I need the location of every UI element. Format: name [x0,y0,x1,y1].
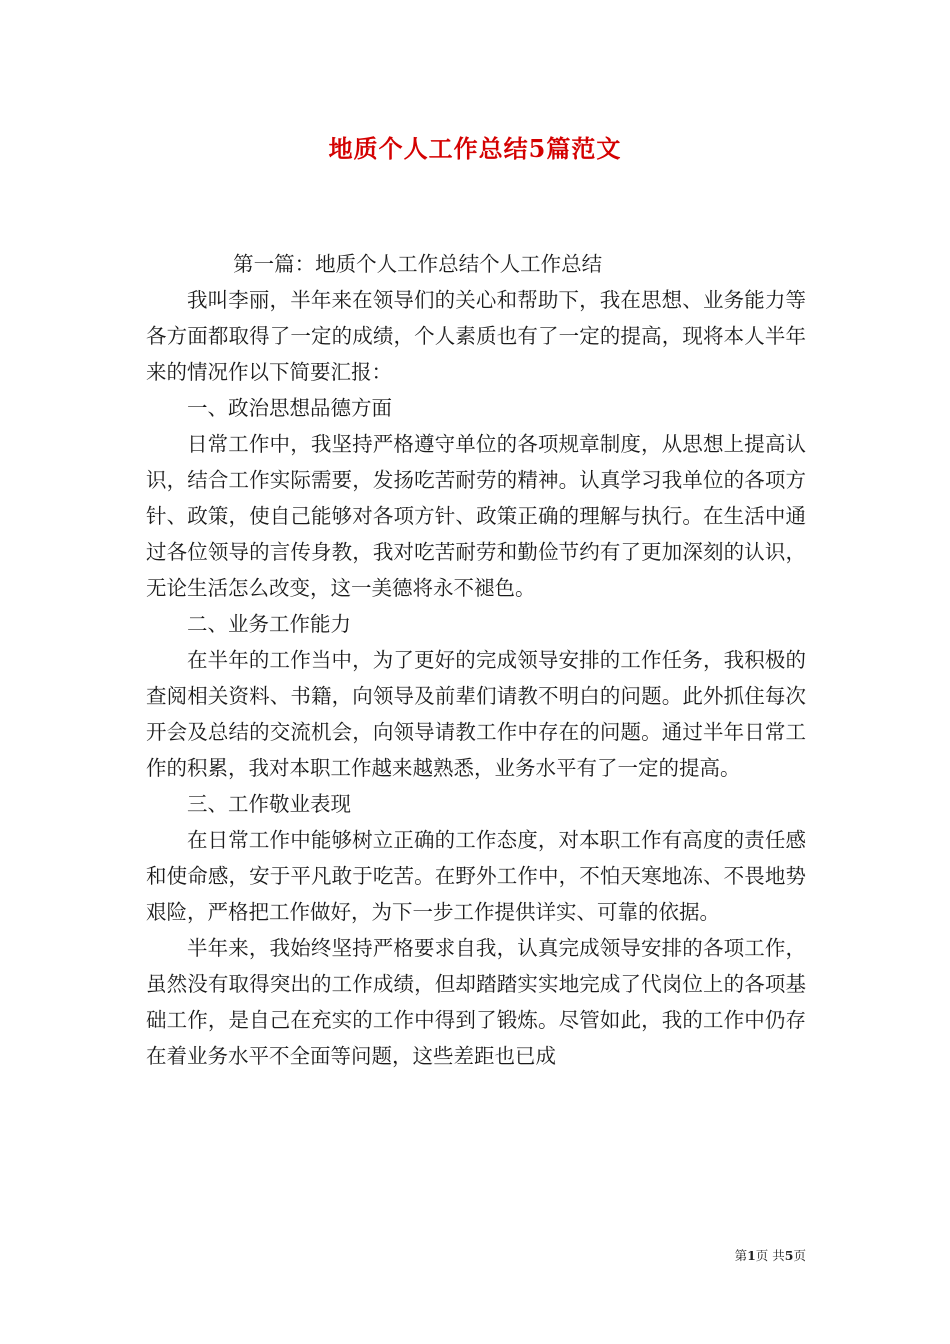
page-prefix: 第 [734,1248,748,1263]
section-heading-political: 一、政治思想品德方面 [187,396,392,420]
article-subtitle: 第一篇：地质个人工作总结个人工作总结 [233,252,603,276]
paragraph-business: 在半年的工作当中，为了更好的完成领导安排的工作任务，我积极的查阅相关资料、书籍，向领导及前辈们请教不明白的问题。此外抓住每次开会及总结的交流机会，向领导请教工作中存在的问题。通过半年日常工作的积累，我对本职工作越来越熟悉，业务水平有了一定的提高。 [146,648,806,780]
page-middle: 页 共 [755,1248,785,1263]
paragraph-political: 日常工作中，我坚持严格遵守单位的各项规章制度，从思想上提高认识，结合工作实际需要，发扬吃苦耐劳的精神。认真学习我单位的各项方针、政策，使自己能够对各项方针、政策正确的理解与执行。在生活中通过各位领导的言传身教，我对吃苦耐劳和勤俭节约有了更加深刻的认识，无论生活怎么改变，这一美德将永不褪色。 [146,432,806,600]
document-body [146,246,806,1074]
document-title: 地质个人工作总结5篇范文 [328,134,622,163]
section-heading-dedication: 三、工作敬业表现 [187,792,351,816]
section-heading-business: 二、业务工作能力 [187,612,351,636]
page-footer [660,1247,806,1265]
total-pages-number: 5 [784,1248,794,1263]
paragraph-dedication: 在日常工作中能够树立正确的工作态度，对本职工作有高度的责任感和使命感，安于平凡敢于吃苦。在野外工作中，不怕天寒地冻、不畏地势艰险，严格把工作做好，为下一步工作提供详实、可靠的依据。 [146,828,806,924]
current-page-number: 1 [747,1248,756,1263]
paragraph-summary: 半年来，我始终坚持严格要求自我，认真完成领导安排的各项工作，虽然没有取得突出的工作成绩，但却踏踏实实地完成了代岗位上的各项基础工作，是自己在充实的工作中得到了锻炼。尽管如此，我的工作中仍存在着业务水平不全面等问题，这些差距也已成 [146,936,806,1068]
intro-paragraph: 我叫李丽，半年来在领导们的关心和帮助下，我在思想、业务能力等各方面都取得了一定的成绩，个人素质也有了一定的提高，现将本人半年来的情况作以下简要汇报： [146,288,806,384]
page-suffix: 页 [793,1248,806,1263]
